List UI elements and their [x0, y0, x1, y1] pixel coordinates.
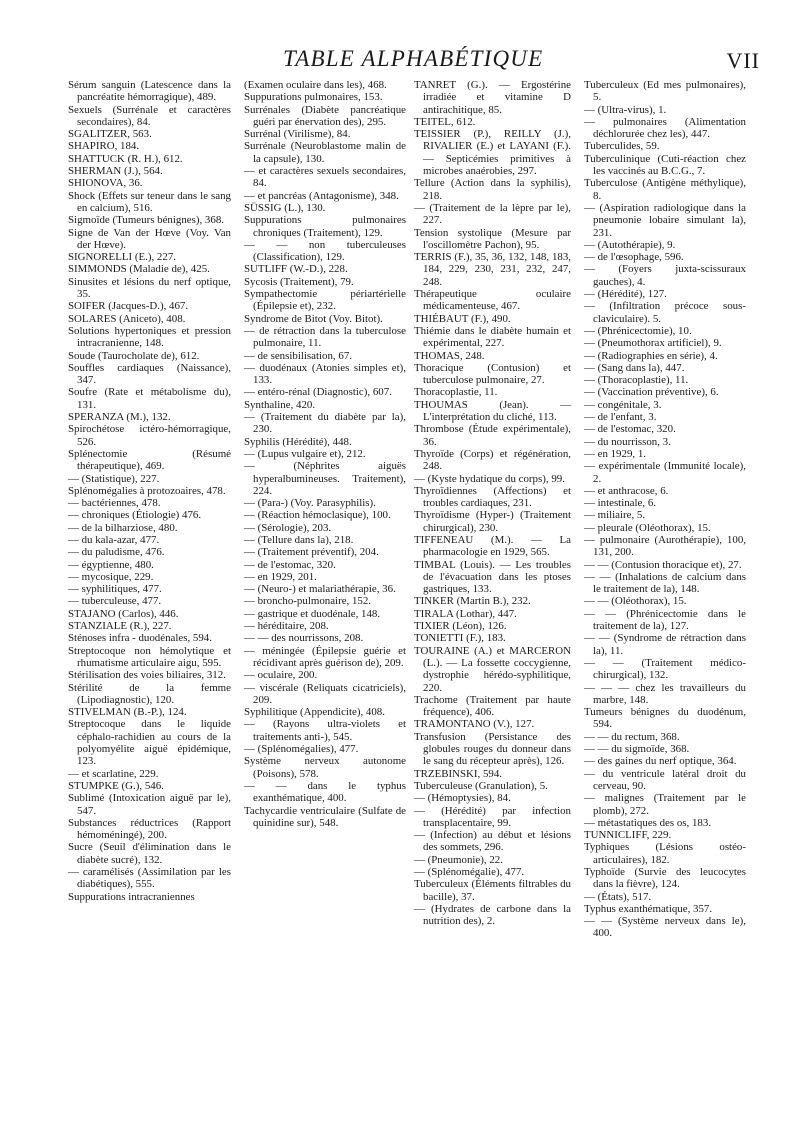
- index-entry: — tuberculeuse, 477.: [68, 595, 162, 608]
- index-entry: — (Phrénicectomie), 10.: [584, 324, 692, 337]
- index-entry: TOURAINE (A.) et MARCERON (L.). — La fossette coccygienne, dystrophie hérédo-syphilitique, 220.: [414, 644, 571, 694]
- index-entry: Stérilité de la femme (Lipodiagnostic), 120.: [68, 681, 231, 706]
- index-entry: — (Aspiration radiologique dans la pneumonie lobaire simulant la), 231.: [584, 201, 746, 239]
- index-entry: TIRALA (Lothar), 447.: [414, 607, 517, 620]
- index-entry: Tuberculeux (Éléments filtrables du bacille), 37.: [414, 878, 571, 903]
- index-entry: TRAMONTANO (V.), 127.: [414, 718, 535, 731]
- index-entry: Tumeurs bénignes du duodénum, 594.: [584, 706, 746, 731]
- index-entry: — héréditaire, 208.: [244, 620, 329, 633]
- index-entry: SUTLIFF (W.-D.), 228.: [244, 263, 348, 276]
- index-entry: — (Splénomégalie), 477.: [414, 866, 525, 878]
- index-entry: Système nerveux autonome (Poisons), 578.: [244, 755, 406, 780]
- index-entry: — (Traitement préventif), 204.: [244, 546, 379, 559]
- index-entry: — (Radiographies en série), 4.: [584, 349, 718, 362]
- index-entry: STIVELMAN (B.-P.), 124.: [68, 706, 187, 719]
- index-entry: Thrombose (Étude expérimentale), 36.: [414, 423, 571, 448]
- index-entry: Thérapeutique oculaire médicamenteuse, 467.: [414, 288, 571, 313]
- index-entry: — et scarlatine, 229.: [68, 767, 159, 780]
- index-entry: Tuberculides, 59.: [584, 140, 660, 153]
- index-entry: Tachycardie ventriculaire (Sulfate de quinidine sur), 548.: [244, 804, 406, 829]
- index-entry: — oculaire, 200.: [244, 669, 318, 682]
- index-entry: — gastrique et duodénale, 148.: [244, 607, 381, 620]
- index-entry: Streptocoque non hémolytique et rhumatisme articulaire aigu, 595.: [68, 644, 231, 669]
- index-entry: — (Pneumonie), 22.: [414, 853, 503, 866]
- index-entry: — — (Système nerveux dans le), 400.: [584, 915, 746, 940]
- index-entry: — de l'œsophage, 596.: [584, 251, 684, 264]
- index-entry: SIGNORELLI (E.), 227.: [68, 251, 176, 264]
- index-entry: SHAPIRO, 184.: [68, 140, 140, 153]
- index-entry: Surrénale (Neuroblastome malin de la capsule), 130.: [244, 140, 406, 165]
- index-entry: — de la bilharziose, 480.: [68, 521, 178, 534]
- index-column-2: [244, 79, 406, 829]
- index-entry: — viscérale (Reliquats cicatriciels), 209.: [244, 681, 406, 706]
- index-column-1: [68, 79, 231, 903]
- index-entry: — (Traitement du diabète par la), 230.: [244, 411, 406, 436]
- index-entry: SOLARES (Aniceto), 408.: [68, 312, 186, 325]
- index-entry: — (Sérologie), 203.: [244, 521, 332, 534]
- index-entry: — (Neuro-) et malariathérapie, 36.: [244, 583, 396, 596]
- index-entry: — (Foyers juxta-scissuraux gauches), 4.: [584, 263, 746, 288]
- index-entry: TIXIER (Léon), 126.: [414, 620, 507, 633]
- index-entry: Sérum sanguin (Latescence dans la pancréatite hémorragique), 489.: [68, 79, 231, 104]
- index-entry: STANZIALE (R.), 227.: [68, 620, 172, 633]
- index-entry: Surrénales (Diabète pancréatique guéri par énervation des), 295.: [244, 103, 406, 128]
- index-entry: Thyroïde (Corps) et régénération, 248.: [414, 447, 571, 473]
- index-entry: Signe de Van der Hœve (Voy. Van der Hœve).: [68, 226, 231, 251]
- index-entry: — intestinale, 6.: [584, 497, 656, 510]
- index-entry: Typhus exanthématique, 357.: [584, 902, 713, 915]
- index-entry: Spirochétose ictéro-hémorragique, 526.: [68, 423, 231, 448]
- index-entry: (Examen oculaire dans les), 468.: [244, 79, 387, 91]
- index-entry: — broncho-pulmonaire, 152.: [244, 595, 372, 608]
- index-entry: Sténoses infra - duodénales, 594.: [68, 632, 212, 645]
- index-entry: — (Autothérapie), 9.: [584, 238, 676, 251]
- index-entry: — bactériennes, 478.: [68, 497, 161, 510]
- index-entry: — (Pneumothorax artificiel), 9.: [584, 337, 722, 350]
- index-entry: TUNNICLIFF, 229.: [584, 829, 672, 842]
- index-entry: Typhoïde (Survie des leucocytes dans la fièvre), 124.: [584, 866, 746, 891]
- index-entry: TERRIS (F.), 35, 36, 132, 148, 183, 184, 229, 230, 231, 232, 247, 248.: [414, 251, 571, 288]
- index-entry: Soude (Taurocholate de), 612.: [68, 349, 200, 362]
- index-entry: Tuberculeuse (Granulation), 5.: [414, 779, 548, 792]
- index-entry: — (Sang dans la), 447.: [584, 361, 685, 374]
- index-entry: — du paludisme, 476.: [68, 546, 165, 559]
- index-entry: Synthaline, 420.: [244, 398, 316, 411]
- index-entry: Transfusion (Persistance des globules rouges du donneur dans le sang du récepteur après), 126.: [414, 730, 571, 768]
- index-entry: SHATTUCK (R. H.), 612.: [68, 152, 183, 165]
- index-entry: SIMMONDS (Maladie de), 425.: [68, 263, 210, 276]
- index-entry: — du nourrisson, 3.: [584, 435, 671, 448]
- index-entry: Shock (Effets sur teneur dans le sang en calcium), 516.: [68, 189, 231, 214]
- index-entry: Splénectomie (Résumé thérapeutique), 469.: [68, 447, 231, 473]
- index-entry: — duodénaux (Atonies simples et), 133.: [244, 361, 406, 387]
- index-entry: — malignes (Traitement par le plomb), 272.: [584, 792, 746, 817]
- index-entry: Thyroïdiennes (Affections) et troubles cardiaques, 231.: [414, 484, 571, 510]
- index-entry: — (États), 517.: [584, 890, 652, 903]
- index-entry: — du ventricule latéral droit du cerveau, 90.: [584, 767, 746, 792]
- running-title: TABLE ALPHABÉTIQUE: [283, 46, 544, 71]
- index-entry: — de sensibilisation, 67.: [244, 349, 352, 362]
- index-entry: — (Hydrates de carbone dans la nutrition des), 2.: [414, 902, 571, 928]
- index-entry: Sympathectomie périartérielle (Épilepsie et), 232.: [244, 288, 406, 313]
- index-entry: STUMPKE (G.), 546.: [68, 779, 164, 792]
- index-entry: Souffles cardiaques (Naissance), 347.: [68, 361, 231, 387]
- index-entry: SÜSSIG (L.), 130.: [244, 201, 326, 214]
- index-entry: Sigmoïde (Tumeurs bénignes), 368.: [68, 214, 224, 227]
- index-entry: — — (Traitement médico-chirurgical), 132.: [584, 656, 746, 682]
- index-entry: — — du sigmoïde, 368.: [584, 743, 690, 756]
- index-entry: Tuberculeux (Ed mes pulmonaires), 5.: [584, 79, 746, 104]
- index-entry: TEISSIER (P.), REILLY (J.), RIVALIER (E.) et LAYANI (F.). — Septicémies primitives à microbes anaérobies, 297.: [414, 128, 571, 178]
- index-entry: — et pancréas (Antagonisme), 348.: [244, 189, 399, 202]
- index-entry: Substances réductrices (Rapport hémoméningé), 200.: [68, 816, 231, 842]
- index-entry: — en 1929, 1.: [584, 447, 647, 460]
- index-column-3: [414, 79, 571, 927]
- index-entry: Syndrome de Bitot (Voy. Bitot).: [244, 312, 383, 325]
- index-entry: SHIONOVA, 36.: [68, 177, 143, 190]
- index-entry: — — (Oléothorax), 15.: [584, 595, 687, 608]
- index-entry: — miliaire, 5.: [584, 509, 646, 522]
- index-entry: TEITEL, 612.: [414, 115, 476, 128]
- index-entry: — congénitale, 3.: [584, 398, 662, 411]
- index-entry: STAJANO (Carlos), 446.: [68, 607, 179, 620]
- index-entry: Tuberculinique (Cuti-réaction chez les vaccinés au B.C.G., 7.: [584, 152, 746, 178]
- index-entry: THOMAS, 248.: [414, 349, 485, 362]
- index-entry: — mycosique, 229.: [68, 570, 154, 583]
- index-entry: Typhiques (Lésions ostéo-articulaires), 182.: [584, 841, 746, 866]
- index-entry: — (Thoracoplastie), 11.: [584, 374, 689, 387]
- index-entry: — pleurale (Oléothorax), 15.: [584, 521, 711, 534]
- index-entry: TIFFENEAU (M.). — La pharmacologie en 1929, 565.: [414, 533, 571, 559]
- index-entry: — (Hémoptysies), 84.: [414, 792, 511, 805]
- index-entry: Syphilis (Hérédité), 448.: [244, 435, 352, 448]
- index-entry: Sinusites et lésions du nerf optique, 35.: [68, 275, 231, 301]
- index-entry: — égyptienne, 480.: [68, 558, 154, 571]
- index-entry: TONIETTI (F.), 183.: [414, 632, 506, 645]
- index-entry: Tuberculose (Antigène méthylique), 8.: [584, 177, 746, 202]
- index-entry: Syphilitique (Appendicite), 408.: [244, 706, 385, 719]
- index-entry: Thiémie dans le diabète humain et expérimental, 227.: [414, 324, 571, 350]
- index-entry: TRZEBINSKI, 594.: [414, 767, 503, 780]
- index-entry: Tellure (Action dans la syphilis), 218.: [414, 177, 571, 202]
- index-entry: — (Infection) au début et lésions des sommets, 296.: [414, 829, 571, 854]
- index-entry: — caramélisés (Assimilation par les diabétiques), 555.: [68, 866, 231, 891]
- index-entry: — (Rayons ultra-violets et traitements anti-), 545.: [244, 718, 406, 743]
- index-entry: — de rétraction dans la tuberculose pulmonaire, 11.: [244, 324, 406, 350]
- index-entry: — (Infiltration précoce sous-claviculaire). 5.: [584, 300, 746, 325]
- index-entry: Sucre (Seuil d'élimination dans le diabète sucré), 132.: [68, 841, 231, 866]
- index-entry: — des gaines du nerf optique, 364.: [584, 755, 737, 768]
- index-entry: — pulmonaire (Aurothérapie), 100, 131, 200.: [584, 533, 746, 559]
- index-entry: Splénomégalies à protozoaires, 478.: [68, 484, 226, 497]
- index-entry: — entéro-rénal (Diagnostic), 607.: [244, 386, 392, 399]
- index-entry: — (Hérédité) par infection transplacentaire, 99.: [414, 804, 571, 829]
- index-entry: — syphilitiques, 477.: [68, 583, 162, 596]
- index-entry: — (Para-) (Voy. Parasyphilis).: [244, 497, 376, 510]
- index-entry: Sexuels (Surrénale et caractères secondaires), 84.: [68, 103, 231, 128]
- index-entry: — — (Syndrome de rétraction dans la), 11.: [584, 632, 746, 657]
- index-entry: SGALITZER, 563.: [68, 128, 152, 141]
- index-entry: — (Hérédité), 127.: [584, 288, 667, 301]
- index-entry: Streptocoque dans le liquide céphalo-rachidien au cours de la polyomyélite aiguë épidémique, 123.: [68, 718, 231, 768]
- index-entry: — — (Contusion thoracique et), 27.: [584, 558, 742, 571]
- index-entry: — et anthracose, 6.: [584, 484, 669, 497]
- index-entry: — et caractères sexuels secondaires, 84.: [244, 165, 406, 190]
- index-entry: — (Kyste hydatique du corps), 99.: [414, 472, 565, 485]
- index-entry: — — des nourrissons, 208.: [244, 632, 364, 645]
- index-entry: — de l'estomac, 320.: [244, 558, 336, 571]
- index-entry: Tension systolique (Mesure par l'oscillomètre Pachon), 95.: [414, 226, 571, 251]
- index-entry: — (Tellure dans la), 218.: [244, 533, 354, 546]
- index-entry: Thoracique (Contusion) et tuberculose pulmonaire, 27.: [414, 361, 571, 387]
- index-entry: — — du rectum, 368.: [584, 730, 680, 743]
- index-entry: — expérimentale (Immunité locale), 2.: [584, 460, 746, 485]
- index-entry: Suppurations intracraniennes: [68, 890, 195, 903]
- index-entry: — pulmonaires (Alimentation déchlorurée chez les), 447.: [584, 115, 746, 141]
- page-number: VII: [726, 48, 760, 73]
- index-entry: — — — chez les travailleurs du marbre, 148.: [584, 681, 746, 706]
- index-entry: Thoracoplastie, 11.: [414, 386, 498, 399]
- index-entry: — méningée (Épilepsie guérie et récidivant après guérison de), 209.: [244, 644, 406, 669]
- index-entry: Surrénal (Virilisme), 84.: [244, 128, 351, 141]
- index-entry: — chroniques (Étiologie) 476.: [68, 509, 202, 522]
- index-entry: Soufre (Rate et métabolisme du), 131.: [68, 386, 231, 411]
- index-entry: — de l'estomac, 320.: [584, 423, 676, 436]
- index-entry: — de l'enfant, 3.: [584, 411, 657, 424]
- index-entry: THIÉBAUT (F.), 490.: [414, 312, 511, 325]
- index-entry: TANRET (G.). — Ergostérine irradiée et vitamine D antirachitique, 85.: [414, 79, 571, 116]
- index-entry: Thyroïdisme (Hyper-) (Traitement chirurgical), 230.: [414, 509, 571, 534]
- index-entry: Stérilisation des voies biliaires, 312.: [68, 669, 226, 682]
- index-entry: — — (Phrénicectomie dans le traitement de la), 127.: [584, 607, 746, 633]
- index-entry: SOIFER (Jacques-D.), 467.: [68, 300, 189, 313]
- index-entry: Trachome (Traitement par haute fréquence), 406.: [414, 693, 571, 719]
- index-entry: — (Splénomégalies), 477.: [244, 743, 359, 756]
- index-entry: SHERMAN (J.), 564.: [68, 165, 163, 178]
- index-entry: THOUMAS (Jean). — L'interprétation du cliché, 113.: [414, 398, 571, 424]
- index-entry: Solutions hypertoniques et pression intracranienne, 148.: [68, 324, 231, 350]
- index-entry: Suppurations pulmonaires chroniques (Traitement), 129.: [244, 214, 406, 239]
- index-entry: — (Ultra-virus), 1.: [584, 103, 667, 116]
- index-entry: — (Néphrites aiguës hyperalbumineuses. Traitement), 224.: [244, 460, 406, 497]
- index-entry: Sycosis (Traitement), 79.: [244, 275, 354, 288]
- index-entry: — — (Inhalations de calcium dans le traitement de la), 148.: [584, 570, 746, 596]
- page-header: [0, 46, 800, 76]
- index-entry: — (Réaction hémoclasique), 100.: [244, 509, 391, 522]
- index-entry: — métastatiques des os, 183.: [584, 816, 712, 829]
- index-column-4: [584, 79, 746, 940]
- index-entry: — — non tuberculeuses (Classification), 129.: [244, 238, 406, 264]
- index-entry: — (Statistique), 227.: [68, 472, 160, 485]
- index-entry: Suppurations pulmonaires, 153.: [244, 91, 383, 104]
- index-entry: — — dans le typhus exanthématique, 400.: [244, 779, 406, 805]
- index-entry: SPERANZA (M.), 132.: [68, 411, 171, 424]
- index-entry: TINKER (Martin B.), 232.: [414, 595, 531, 608]
- index-entry: TIMBAL (Louis). — Les troubles de l'évacuation dans les ptoses gastriques, 133.: [414, 558, 571, 596]
- index-entry: Sublimé (Intoxication aiguë par le), 547.: [68, 792, 231, 817]
- index-entry: — (Lupus vulgaire et), 212.: [244, 447, 366, 460]
- index-entry: — (Traitement de la lèpre par le), 227.: [414, 201, 571, 227]
- index-entry: — en 1929, 201.: [244, 570, 317, 583]
- index-entry: — (Vaccination préventive), 6.: [584, 386, 719, 399]
- index-entry: — du kala-azar, 477.: [68, 533, 160, 546]
